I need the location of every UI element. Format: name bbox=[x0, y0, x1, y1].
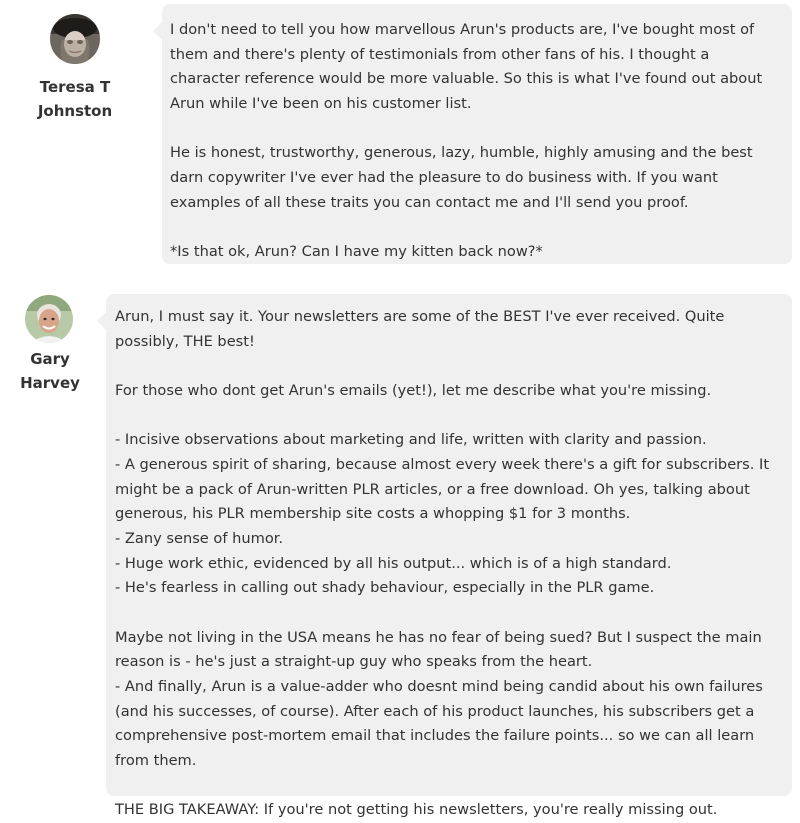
author-avatar-gary bbox=[25, 295, 73, 343]
testimonial-bubble bbox=[106, 294, 792, 819]
author-name-last: Harvey bbox=[20, 374, 80, 392]
author-name-last: Johnston bbox=[37, 102, 113, 120]
bullet-item: - He's fearless in calling out shady behaviour, especially in the PLR game. bbox=[115, 579, 655, 597]
testimonial-paragraph: He is honest, trustworthy, generous, lazy, humble, highly amusing and the best darn copywriter I've ever had the pleasure to do business with. If you want examples of all these traits you can contact me and I'll send you proof. bbox=[170, 144, 753, 211]
avatar-photo-smiling-man bbox=[25, 295, 73, 343]
paragraph-line: Maybe not living in the USA means he has no fear of being sued? But I suspect the main reason is - he's just a straight-up guy who speaks from the heart. bbox=[115, 628, 762, 671]
author-name bbox=[20, 75, 130, 123]
testimonial-paragraph: Arun, I must say it. Your newsletters are some of the BEST I've ever received. Quite possibly, THE best! bbox=[115, 308, 725, 350]
testimonial-paragraph: *Is that ok, Arun? Can I have my kitten back now?* bbox=[170, 242, 543, 260]
avatar-photo-woman-with-hat bbox=[50, 14, 100, 64]
testimonial-bullet-list bbox=[115, 428, 782, 601]
author-name bbox=[0, 347, 100, 395]
paragraph-line: - And finally, Arun is a value-adder who doesnt mind being candid about his own failures (and his successes, of course). After each of his product launches, his subscribers get a comprehensive post-mortem email that includes the failure points... so we can all learn from them. bbox=[115, 677, 763, 770]
author-name-first: Gary bbox=[30, 350, 70, 368]
bullet-item: - A generous spirit of sharing, because almost every week there's a gift for subscribers. It might be a pack of Arun-written PLR articles, or a free download. Oh yes, talking about generous, his PLR membership site costs a whopping $1 for 3 months. bbox=[115, 455, 770, 523]
testimonial-bubble bbox=[162, 4, 792, 264]
bullet-item: - Incisive observations about marketing and life, written with clarity and passion. bbox=[115, 431, 707, 449]
author-name-first: Teresa T bbox=[39, 78, 111, 96]
testimonial-paragraph: For those who dont get Arun's emails (yet!), let me describe what you're missing. bbox=[115, 381, 712, 399]
testimonial-author bbox=[0, 290, 100, 420]
testimonial-teresa bbox=[0, 0, 800, 270]
testimonial-gary bbox=[0, 290, 800, 819]
bullet-item: - Huge work ethic, evidenced by all his output... which is of a high standard. bbox=[115, 554, 672, 572]
testimonial-takeaway: THE BIG TAKEAWAY: If you're not getting his newsletters, you're really missing out. bbox=[115, 801, 718, 819]
testimonial-author bbox=[20, 0, 130, 130]
testimonial-paragraph: I don't need to tell you how marvellous Arun's products are, I've bought most of them and there's plenty of testimonials from other fans of his. I thought a character reference would be more valuable. So this is what I've found out about Arun while I've been on his customer list. bbox=[170, 21, 763, 113]
author-avatar-teresa bbox=[50, 14, 100, 64]
testimonial-paragraph bbox=[115, 626, 782, 774]
bullet-item: - Zany sense of humor. bbox=[115, 529, 284, 547]
